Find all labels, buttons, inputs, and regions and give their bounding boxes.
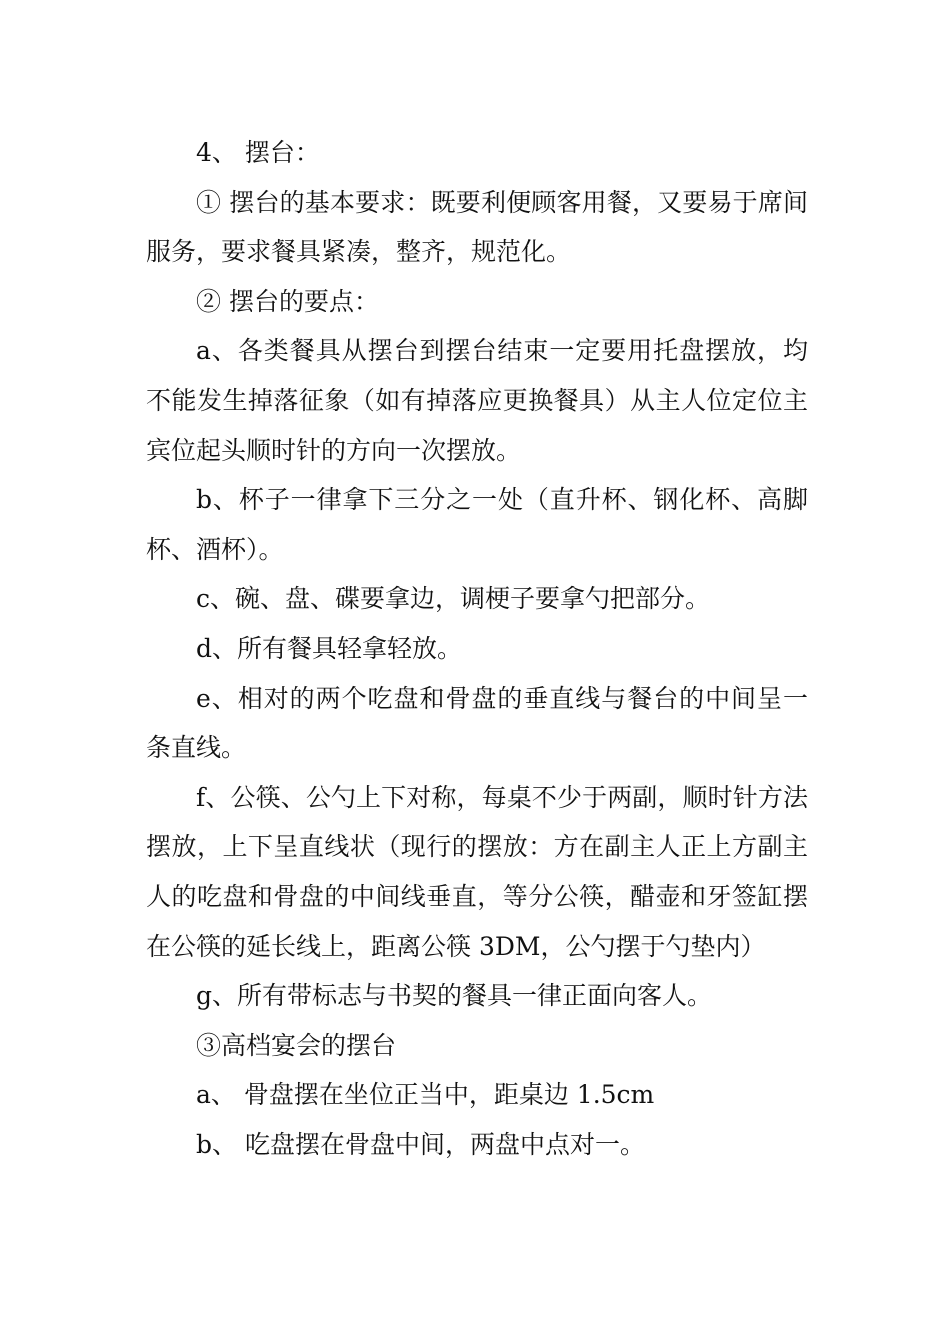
paragraph-key-points-title: ② 摆台的要点：: [196, 286, 379, 316]
paragraph-item-f: f、公筷、公勺上下对称，每桌不少于两副，顺时针方法摆放，上下呈直线状（现行的摆放：方在副主人正上方副主人的吃盘和骨盘的中间线垂直，等分公筷，醋壶和牙签缸摆在公筷的延长线上，距离公筷 3DM，公勺摆于勺垫内）: [146, 782, 808, 961]
paragraph-banquet-title: ③高档宴会的摆台: [196, 1030, 397, 1060]
paragraph-item-d: d、所有餐具轻拿轻放。: [196, 633, 463, 663]
paragraph-banquet-b: b、 吃盘摆在骨盘中间，两盘中点对一。: [196, 1129, 645, 1159]
paragraph-basic-requirements: ① 摆台的基本要求：既要利便顾客用餐，又要易于席间服务，要求餐具紧凑，整齐，规范化。: [146, 187, 808, 267]
paragraph-item-c: c、碗、盘、碟要拿边，调梗子要拿勺把部分。: [196, 584, 711, 614]
document-body: [146, 128, 808, 1169]
paragraph-item-e: e、相对的两个吃盘和骨盘的垂直线与餐台的中间呈一条直线。: [146, 683, 808, 763]
paragraph-banquet-a: a、 骨盘摆在坐位正当中，距桌边 1.5cm: [196, 1080, 655, 1110]
paragraph-item-b: b、杯子一律拿下三分之一处（直升杯、钢化杯、高脚杯、酒杯）。: [146, 485, 808, 564]
section-heading: 4、 摆台：: [196, 138, 320, 167]
paragraph-item-a: a、各类餐具从摆台到摆台结束一定要用托盘摆放，均不能发生掉落征象（如有掉落应更换餐具）从主人位定位主宾位起头顺时针的方向一次摆放。: [146, 336, 808, 465]
paragraph-item-g: g、所有带标志与书契的餐具一律正面向客人。: [196, 981, 713, 1011]
